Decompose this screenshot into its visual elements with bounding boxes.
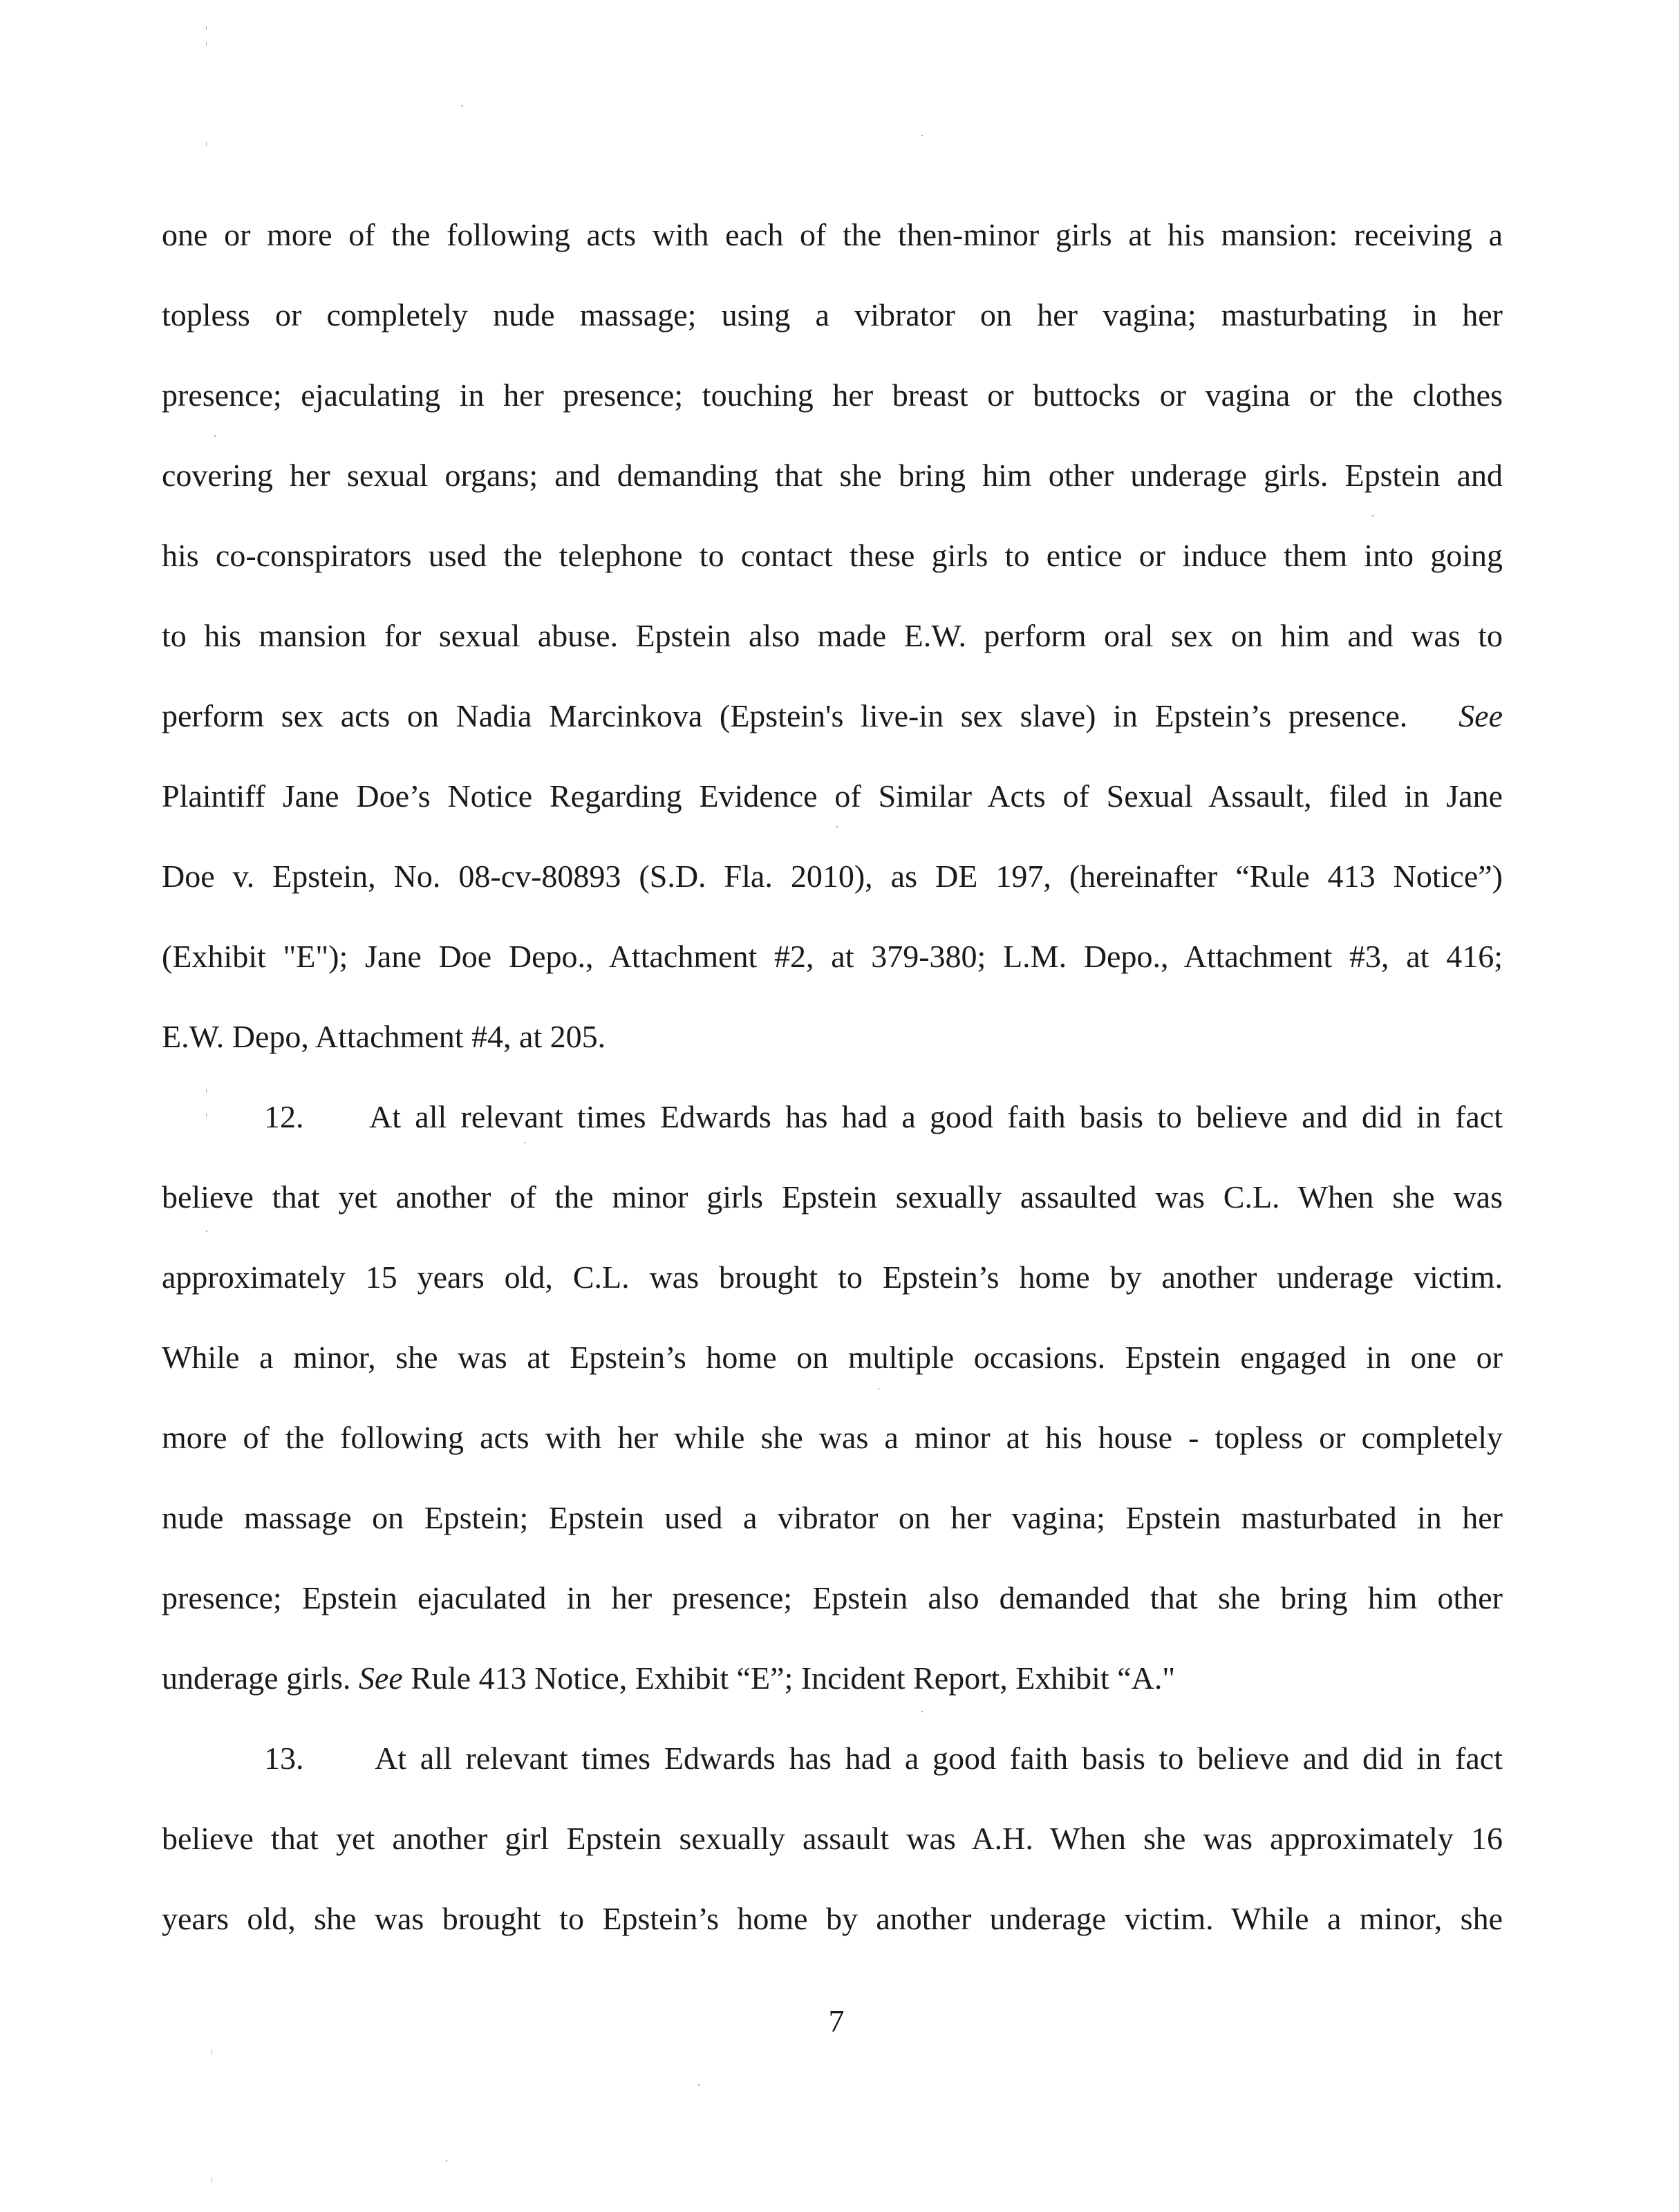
text-line: While a minor, she was at Epstein’s home on multiple occasions. Epstein engaged in one or	[162, 1340, 1503, 1375]
text-line: Plaintiff Jane Doe’s Notice Regarding Evidence of Similar Acts of Sexual Assault, filed in Jane	[162, 778, 1503, 814]
scan-artifact	[206, 26, 207, 30]
text-span: Rule 413 Notice, Exhibit “E”; Incident Report, Exhibit “A."	[402, 1660, 1176, 1696]
text-line: presence; ejaculating in her presence; touching her breast or buttocks or vagina or the clothes	[162, 377, 1503, 413]
text-line: to his mansion for sexual abuse. Epstein also made E.W. perform oral sex on him and was to	[162, 618, 1503, 653]
text-line: Doe v. Epstein, No. 08-cv-80893 (S.D. Fla. 2010), as DE 197, (hereinafter “Rule 413 Notice”)	[162, 859, 1503, 894]
text-line: believe that yet another of the minor girls Epstein sexually assaulted was C.L. When she was	[162, 1179, 1503, 1215]
scan-artifact	[878, 1388, 879, 1389]
text-line: covering her sexual organs; and demanding that she bring him other underage girls. Epstein and	[162, 458, 1503, 493]
text-line: At all relevant times Edwards has had a good faith basis to believe and did in fact	[369, 1099, 1503, 1134]
text-line: his co-conspirators used the telephone to contact these girls to entice or induce them into going	[162, 538, 1503, 573]
see-signal: See	[358, 1660, 403, 1696]
text-line	[162, 696, 1503, 736]
paragraph-number: 13.	[264, 1741, 304, 1776]
scan-artifact	[524, 1142, 525, 1143]
scan-artifact	[206, 142, 207, 146]
text-line: believe that yet another girl Epstein sexually assault was A.H. When she was approximately 16	[162, 1821, 1503, 1856]
scan-artifact	[214, 435, 216, 437]
paragraph-number: 12.	[264, 1099, 304, 1134]
text-line: presence; Epstein ejaculated in her presence; Epstein also demanded that she bring him other	[162, 1580, 1503, 1615]
scan-artifact	[698, 2084, 700, 2086]
scan-artifact	[461, 105, 462, 106]
scan-artifact	[921, 135, 923, 136]
text-span: underage girls.	[162, 1660, 359, 1696]
scan-artifact	[921, 1711, 923, 1712]
page-number: 7	[828, 2003, 845, 2038]
scan-artifact	[836, 826, 838, 827]
text-line: approximately 15 years old, C.L. was brought to Epstein’s home by another underage victim.	[162, 1259, 1503, 1295]
text-span: perform sex acts on Nadia Marcinkova (Epstein's live-in sex slave) in Epstein’s presence.	[162, 698, 1408, 733]
scan-artifact	[206, 41, 207, 46]
text-line	[162, 1658, 1503, 1698]
text-line: nude massage on Epstein; Epstein used a vibrator on her vagina; Epstein masturbated in her	[162, 1500, 1503, 1535]
scan-artifact	[1372, 515, 1373, 516]
see-signal: See	[1458, 698, 1503, 733]
text-line: At all relevant times Edwards has had a good faith basis to believe and did in fact	[375, 1741, 1503, 1776]
scan-artifact	[206, 1089, 207, 1093]
text-line: E.W. Depo, Attachment #4, at 205.	[162, 1019, 606, 1054]
text-line: years old, she was brought to Epstein’s home by another underage victim. While a minor, she	[162, 1901, 1503, 1936]
text-line: (Exhibit "E"); Jane Doe Depo., Attachment #2, at 379-380; L.M. Depo., Attachment #3, at 416;	[162, 939, 1503, 974]
scan-artifact	[446, 2160, 447, 2162]
text-line: one or more of the following acts with each of the then-minor girls at his mansion: receiving a	[162, 217, 1503, 252]
scan-artifact	[206, 1113, 207, 1117]
scan-artifact	[206, 1230, 207, 1232]
text-line: more of the following acts with her while she was a minor at his house - topless or completely	[162, 1420, 1503, 1455]
text-line: topless or completely nude massage; using a vibrator on her vagina; masturbating in her	[162, 297, 1503, 332]
